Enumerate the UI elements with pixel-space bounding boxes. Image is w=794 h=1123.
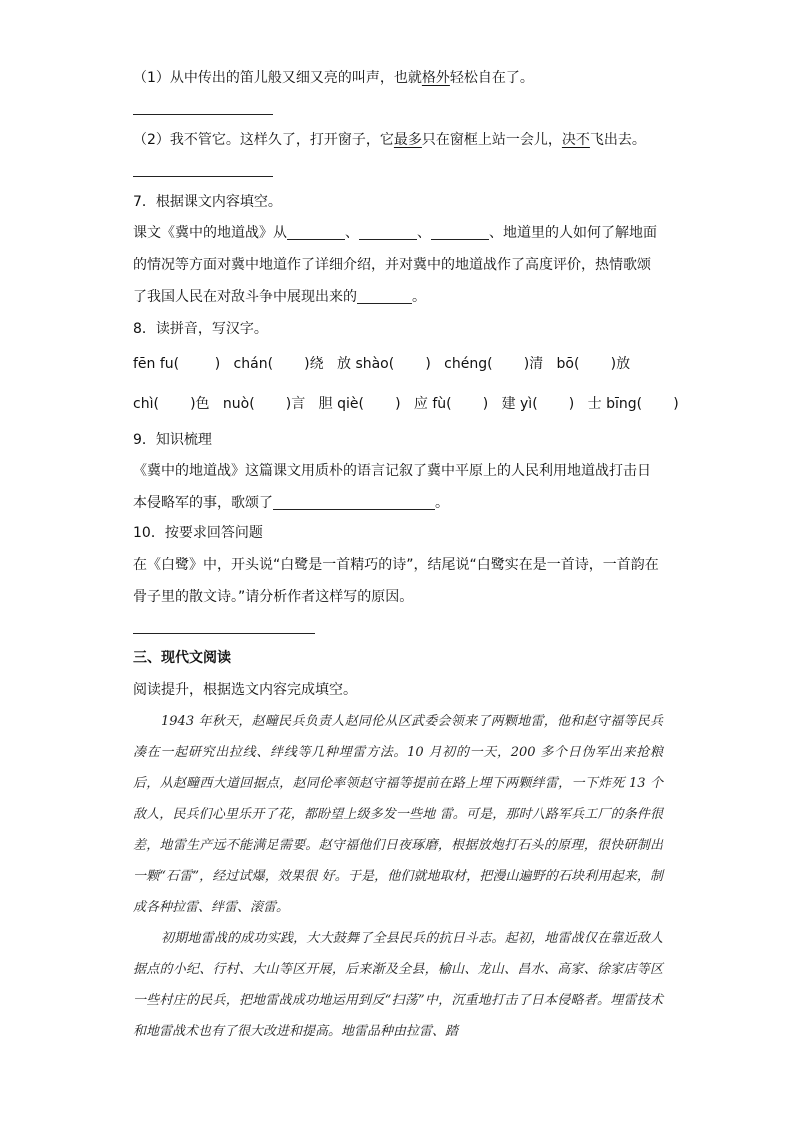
q7-blank-3[interactable] bbox=[431, 225, 489, 240]
q8-title: 8．读拼音，写汉字。 bbox=[133, 321, 268, 337]
q7-line1-tail: 、地道里的人如何了解地面 bbox=[489, 225, 657, 241]
q8-pinyin-row-2[interactable]: chì( )色 nuò( )言 胆 qiè( ) 应 fù( ) 建 yì( ) 士 bīng( ) bbox=[133, 396, 679, 412]
q6-s1-prefix: （1）从中传出的笛儿般又细又亮的叫声，也就 bbox=[133, 70, 422, 86]
section-3-heading: 三、现代文阅读 bbox=[133, 650, 231, 666]
q6-s1-suffix: 轻松自在了。 bbox=[449, 70, 534, 86]
q6-s1-underlined-word: 格外 bbox=[421, 70, 450, 86]
q9-line-1: 《冀中的地道战》这篇课文用质朴的语言记叙了冀中平原上的人民利用地道战打击日 bbox=[133, 463, 651, 479]
q6-s2-middle: 只在窗框上站一会儿， bbox=[421, 132, 562, 148]
q6-s2-prefix: （2）我不管它。这样久了，打开窗子，它 bbox=[133, 132, 394, 148]
q8-pinyin-row-1[interactable]: fēn fu( ) chán( )绕 放 shào( ) chéng( )清 bō( )放 bbox=[133, 356, 631, 372]
q6-s2-underlined-word-1: 最多 bbox=[393, 132, 422, 148]
q7-line-1 bbox=[133, 223, 657, 243]
q7-blank-2[interactable] bbox=[359, 225, 417, 240]
q6-answer-line-1[interactable] bbox=[133, 114, 273, 115]
q10-title: 10．按要求回答问题 bbox=[133, 525, 263, 541]
reading-passage bbox=[133, 706, 663, 1047]
q9-title: 9．知识梳理 bbox=[133, 432, 212, 448]
q7-blank-1[interactable] bbox=[287, 225, 345, 240]
q9-blank[interactable] bbox=[273, 495, 435, 510]
q6-answer-line-2[interactable] bbox=[133, 176, 273, 177]
passage-paragraph-1: 1943 年秋天，赵疃民兵负责人赵同伦从区武委会领来了两颗地雷，他和赵守福等民兵凑在一起研究出拉线、绊线等几种埋雷方法。10 月初的一天，200 多个日伪军出来抢粮后，从赵疃西大道回据点，赵同伦率领赵守福等提前在路上埋下两颗绊雷，一下炸死 13 个敌人，民兵们心里乐开了花，都盼望上级多发一些地 雷。可是，那时八路军兵工厂的条件很差，地雷生产远不能满足需要。赵守福他们日夜琢磨，根据放炮打石头的原理，很快研制出一颗“石雷”，经过试爆，效果很 好。于是，他们就地取材，把漫山遍野的石块利用起来，制成各种拉雷、绊雷、滚雷。 bbox=[133, 714, 663, 915]
q9-line-2 bbox=[133, 493, 449, 513]
q7-sep-1: 、 bbox=[345, 225, 359, 241]
q10-line-2: 骨子里的散文诗。”请分析作者这样写的原因。 bbox=[133, 589, 414, 605]
q7-line1-text: 课文《冀中的地道战》从 bbox=[133, 225, 287, 241]
q10-line-1: 在《白鹭》中，开头说“白鹭是一首精巧的诗”，结尾说“白鹭实在是一首诗，一首韵在 bbox=[133, 557, 659, 573]
q6-sentence-1 bbox=[133, 68, 534, 88]
q9-line2-text: 本侵略军的事，歌颂了 bbox=[133, 495, 273, 511]
q7-sep-2: 、 bbox=[417, 225, 431, 241]
q7-line3-tail: 。 bbox=[412, 289, 426, 305]
q9-line2-tail: 。 bbox=[435, 495, 449, 511]
q6-sentence-2 bbox=[133, 130, 646, 150]
q7-line-3 bbox=[133, 287, 426, 307]
q6-s2-underlined-word-2: 决不 bbox=[561, 132, 590, 148]
q7-blank-4[interactable] bbox=[357, 289, 412, 304]
q7-line3-text: 了我国人民在对敌斗争中展现出来的 bbox=[133, 289, 357, 305]
section-3-instruction: 阅读提升，根据选文内容完成填空。 bbox=[133, 682, 357, 698]
q10-answer-line[interactable] bbox=[133, 633, 315, 634]
q7-title: 7．根据课文内容填空。 bbox=[133, 194, 282, 210]
passage-paragraph-2: 初期地雷战的成功实践，大大鼓舞了全县民兵的抗日斗志。起初，地雷战仅在靠近敌人据点的小纪、行村、大山等区开展，后来渐及全县，榆山、龙山、昌水、高家、徐家店等区一些村庄的民兵，把地雷战成功地运用到反“扫荡”中，沉重地打击了日本侵略者。埋雷技术和地雷战术也有了很大改进和提高。地雷品种由拉雷、踏 bbox=[133, 931, 663, 1039]
q7-line-2: 的情况等方面对冀中地道作了详细介绍，并对冀中的地道战作了高度评价，热情歌颂 bbox=[133, 257, 651, 273]
q6-s2-suffix: 飞出去。 bbox=[589, 132, 646, 148]
